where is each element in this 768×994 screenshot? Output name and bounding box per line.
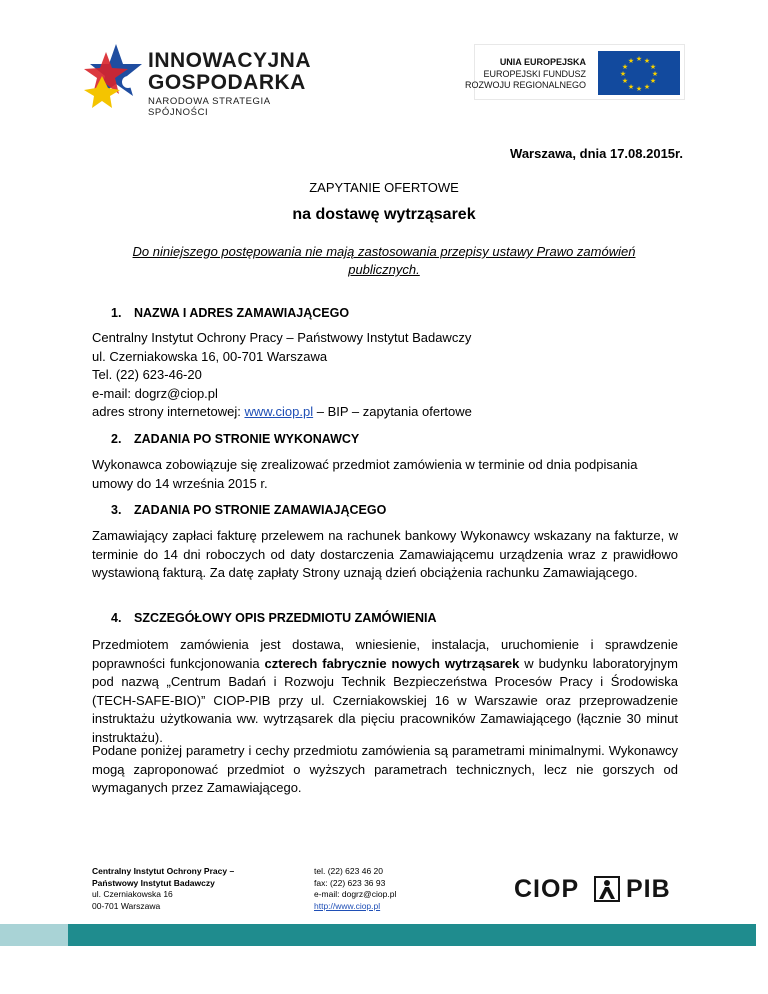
footer-left-line-4: 00-701 Warszawa [92, 900, 161, 911]
address-line-3: Tel. (22) 623-46-20 [92, 367, 202, 382]
section-3-number: 3. [111, 503, 122, 517]
section-3-heading [111, 503, 386, 517]
svg-text:★: ★ [643, 57, 651, 65]
footer-contact [314, 866, 396, 912]
eu-line-3: ROZWOJU REGIONALNEGO [464, 80, 586, 90]
address-line-4: e-mail: dogrz@ciop.pl [92, 385, 218, 401]
svg-text:★: ★ [619, 70, 627, 78]
ciop-logo-right-text: PIB [626, 875, 671, 903]
svg-text:★: ★ [627, 57, 635, 65]
section-2-body: Wykonawca zobowiązuje się zrealizować przedmiot zamówienia w terminie od dnia podpisania umowy do 14 września 2015 r. [92, 457, 638, 491]
website-line [92, 403, 678, 422]
svg-text:★: ★ [649, 63, 657, 71]
eu-logo [464, 44, 685, 100]
section-2-number: 2. [111, 432, 122, 446]
section-4-text-a: Przedmiotem zamówienia jest dostawa, wniesienie, instalacja, uruchomienie i sprawdzenie poprawności funkcjonowania [92, 637, 678, 671]
section-3-body: Zamawiający zapłaci fakturę przelewem na rachunek bankowy Wykonawcy wskazany na fakturze, w terminie do 14 dni roboczych od daty dostarczenia Zamawiającemu urządzenia wraz z prawidłowo wystawioną fakturą. Za datę zapłaty Strony uznają dzień obciążenia rachunku Zamawiającego. [92, 528, 678, 580]
section-4-paragraph-2: Podane poniżej parametry i cechy przedmiotu zamówienia są parametrami minimalnymi. Wykonawcy mogą zaproponować przedmiot o wyższych parametrach technicznych, lecz nie gorszych od wymaganych przez Zamawiającego. [92, 743, 678, 795]
innowacyjna-star-icon [84, 42, 144, 114]
svg-text:★: ★ [621, 77, 629, 85]
section-4-number: 4. [111, 611, 122, 625]
ciop-pib-logo [514, 873, 684, 903]
svg-text:★: ★ [635, 55, 643, 63]
svg-text:★: ★ [635, 85, 643, 93]
document-date: Warszawa, dnia 17.08.2015r. [510, 146, 683, 161]
ciop-logo-left-text: CIOP [514, 875, 580, 903]
svg-text:★: ★ [649, 77, 657, 85]
website-link[interactable]: www.ciop.pl [244, 404, 314, 419]
document-title: ZAPYTANIE OFERTOWE [309, 180, 459, 195]
website-prefix: adres strony internetowej: [92, 404, 245, 419]
eu-line-1: UNIA EUROPEJSKA [499, 57, 586, 67]
eu-flag-icon [598, 51, 680, 95]
eu-line-2: EUROPEJSKI FUNDUSZ [483, 69, 586, 79]
section-2-heading [111, 432, 359, 446]
section-4-text-b: w budynku laboratoryjnym pod nazwą „Centrum Badań i Rozwoju Technik Bezpieczeństwa Procesów Pracy i Środowiska (TECH-SAFE-BIO)” CIOP-PIB przy ul. Czerniakowskiej 16 w Warszawie oraz przeprowadzenie instruktażu użytkowania ww. wytrząsarek dla pięciu pracowników Zamawiającego (łącznie 30 minut instruktażu). [92, 655, 678, 745]
footer-website-link[interactable]: http://www.ciop.pl [314, 900, 381, 911]
svg-text:★: ★ [651, 70, 659, 78]
address-line-1: Centralny Instytut Ochrony Pracy – Państwowy Instytut Badawczy [92, 330, 472, 345]
logo-line-1: INNOWACYJNA [148, 49, 312, 72]
footer-address [92, 866, 234, 912]
footer-color-bar [0, 924, 768, 946]
website-suffix: – BIP – zapytania ofertowe [313, 404, 472, 419]
footer-fax: fax: (22) 623 36 93 [314, 877, 386, 888]
legal-note: Do niniejszego postępowania nie mają zastosowania przepisy ustawy Prawo zamówień publicznych. [132, 244, 636, 277]
svg-text:★: ★ [643, 83, 651, 91]
section-4-paragraph-1 [92, 636, 678, 747]
svg-text:★: ★ [627, 83, 635, 91]
footer-left-line-3: ul. Czerniakowska 16 [92, 889, 173, 899]
section-2-title: ZADANIA PO STRONIE WYKONAWCY [134, 432, 360, 446]
logo-line-3: NARODOWA STRATEGIA SPÓJNOŚCI [148, 96, 271, 118]
footer-bar-dark [68, 924, 756, 946]
section-4-heading [111, 611, 437, 625]
footer-bar-light [0, 924, 68, 946]
section-3-title: ZADANIA PO STRONIE ZAMAWIAJĄCEGO [134, 503, 387, 517]
section-1-number: 1. [111, 306, 122, 320]
address-line-2: ul. Czerniakowska 16, 00-701 Warszawa [92, 348, 328, 364]
footer-tel: tel. (22) 623 46 20 [314, 866, 383, 876]
footer-left-line-1: Centralny Instytut Ochrony Pracy – [92, 866, 235, 876]
document-subtitle: na dostawę wytrząsarek [292, 206, 476, 223]
logo-line-2: GOSPODARKA [148, 71, 306, 94]
section-4-title: SZCZEGÓŁOWY OPIS PRZEDMIOTU ZAMÓWIENIA [134, 611, 437, 625]
ciop-person-icon [594, 876, 620, 902]
footer-left-line-2: Państwowy Instytut Badawczy [92, 877, 215, 888]
section-4-bold-text: czterech fabrycznie nowych wytrząsarek [264, 655, 520, 671]
section-1-heading [111, 306, 349, 320]
section-1-body [92, 329, 678, 422]
svg-text:★: ★ [621, 63, 629, 71]
section-1-title: NAZWA I ADRES ZAMAWIAJĄCEGO [134, 306, 350, 320]
footer-email: e-mail: dogrz@ciop.pl [314, 889, 397, 899]
innowacyjna-gospodarka-logo [84, 42, 324, 118]
